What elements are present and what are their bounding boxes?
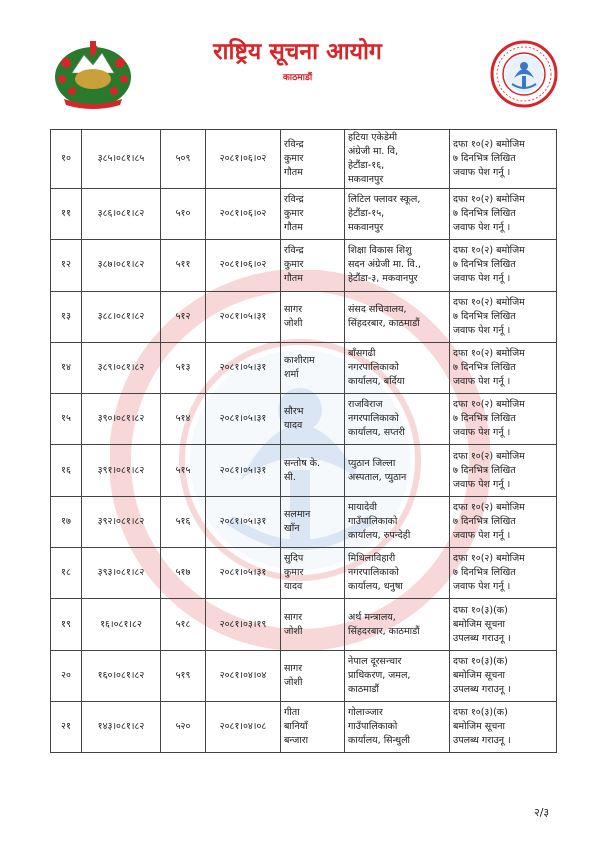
- date-cell: [206, 548, 281, 599]
- decision-number-cell-text: ५१९: [175, 669, 191, 681]
- date-cell: [206, 701, 281, 752]
- decision-number-cell: [161, 189, 206, 240]
- table-row: [51, 650, 557, 701]
- registration-number-cell: [82, 189, 161, 240]
- decision-number-cell-text: ५१०: [175, 208, 191, 220]
- serial-number-cell: [51, 240, 82, 291]
- applicant-name-cell-text: रविन्द्र कुमार गौतम: [284, 245, 304, 285]
- serial-number-cell: [51, 291, 82, 342]
- date-cell: [206, 599, 281, 650]
- decision-number-cell-text: ५०९: [175, 153, 191, 164]
- decision-number-cell: [161, 130, 206, 189]
- registration-number-cell-text: ३९०।०८१।८२: [97, 413, 145, 425]
- decision-number-cell: [161, 650, 206, 701]
- page-header: [0, 0, 595, 120]
- date-cell: [206, 130, 281, 189]
- decision-table-body: [51, 130, 557, 753]
- registration-number-cell-text: १६०।०८१।८२: [97, 669, 145, 681]
- public-body-cell: [345, 701, 450, 752]
- order-cell-text: दफा १०(३)(क) बमोजिम सूचना उपलब्ध गराउनू ।: [453, 604, 511, 644]
- public-body-cell: [345, 496, 450, 547]
- applicant-name-cell-text: रविन्द्र कुमार गौतम: [284, 194, 304, 234]
- decision-number-cell: [161, 342, 206, 393]
- table-row: [51, 548, 557, 599]
- serial-number-cell-text: १५: [61, 413, 71, 425]
- public-body-cell: [345, 189, 450, 240]
- applicant-name-cell-text: सौरभ यादव: [284, 406, 304, 432]
- order-cell: [450, 650, 557, 701]
- public-body-cell-text: नेपाल दूरसन्चार प्राधिकरण, जमल, काठमाडौं: [348, 655, 411, 695]
- public-body-cell: [345, 599, 450, 650]
- applicant-name-cell-text: सागर जोशी: [284, 662, 303, 688]
- date-cell: [206, 496, 281, 547]
- table-row: [51, 130, 557, 189]
- date-cell: [206, 650, 281, 701]
- applicant-name-cell-text: सन्तोष के. सी.: [284, 457, 321, 483]
- date-cell-text: २०८१।०६।०२: [219, 208, 267, 220]
- public-body-cell-text: गोलाञ्जार गाउँपालिकाको कार्यालय, सिन्धुली: [348, 707, 410, 747]
- date-cell: [206, 291, 281, 342]
- public-body-cell-text: हटिया एकेडेमी अंग्रेजी मा. वि, हेटौंडा-१६, मकवानपुर: [348, 132, 399, 185]
- serial-number-cell-text: १७: [61, 515, 71, 527]
- serial-number-cell: [51, 599, 82, 650]
- serial-number-cell: [51, 130, 82, 189]
- serial-number-cell-text: १२: [61, 259, 71, 271]
- order-cell-text: दफा १०(२) बमोजिम ७ दिनभित्र लिखित जवाफ पेश गर्नू ।: [453, 139, 525, 178]
- public-body-cell-text: लिटिल फ्लावर स्कूल, हेटौंडा-१५, मकवानपुर: [348, 194, 421, 234]
- registration-number-cell: [82, 548, 161, 599]
- table-row: [51, 342, 557, 393]
- registration-number-cell: [82, 291, 161, 342]
- public-body-cell-text: बाँसगढी नगरपालिकाको कार्यालय, बर्दिया: [348, 348, 405, 388]
- serial-number-cell: [51, 548, 82, 599]
- applicant-name-cell-text: काशीराम शर्मा: [284, 355, 315, 381]
- registration-number-cell: [82, 240, 161, 291]
- decision-number-cell: [161, 599, 206, 650]
- serial-number-cell: [51, 701, 82, 752]
- public-body-cell: [345, 548, 450, 599]
- order-cell: [450, 189, 557, 240]
- order-cell-text: दफा १०(२) बमोजिम ७ दिनभित्र लिखित जवाफ पेश गर्नू ।: [453, 348, 525, 388]
- applicant-name-cell: [281, 394, 345, 445]
- registration-number-cell: [82, 445, 161, 496]
- applicant-name-cell-text: रविन्द्र कुमार गौतम: [284, 139, 304, 178]
- decision-table: [50, 129, 557, 753]
- serial-number-cell: [51, 650, 82, 701]
- order-cell-text: दफा १०(२) बमोजिम ७ दिनभित्र लिखित जवाफ पेश गर्नू ।: [453, 296, 525, 336]
- public-body-cell: [345, 342, 450, 393]
- applicant-name-cell: [281, 548, 345, 599]
- public-body-cell-text: शिक्षा विकास शिशु सदन अंग्रेजी मा. वि., हेटौंडा-३, मकवानपुर: [348, 245, 421, 285]
- registration-number-cell-text: १६।०८१।८२: [100, 618, 142, 630]
- order-cell: [450, 599, 557, 650]
- page-subtitle: काठमाडौं: [282, 73, 313, 83]
- decision-number-cell: [161, 394, 206, 445]
- registration-number-cell-text: ३९२।०८१।८२: [97, 515, 145, 527]
- page-title: राष्ट्रिय सूचना आयोग: [213, 39, 382, 65]
- date-cell-text: २०८१।०५।३१: [219, 362, 267, 374]
- date-cell-text: २०८१।०५।३१: [219, 464, 267, 476]
- decision-number-cell-text: ५१७: [175, 567, 191, 579]
- registration-number-cell: [82, 130, 161, 189]
- serial-number-cell-text: ११: [61, 208, 71, 220]
- order-cell-text: दफा १०(३)(क) बमोजिम सूचना उपलब्ध गराउनू ।: [453, 707, 511, 747]
- registration-number-cell-text: ३८७।०८१।८२: [97, 259, 145, 271]
- serial-number-cell-text: १८: [61, 567, 71, 579]
- public-body-cell-text: संसद सचिवालय, सिंहदरबार, काठमाडौं: [348, 303, 420, 329]
- order-cell: [450, 130, 557, 189]
- serial-number-cell: [51, 496, 82, 547]
- decision-number-cell-text: ५१६: [175, 515, 191, 527]
- commission-seal-icon: [490, 40, 558, 108]
- order-cell: [450, 240, 557, 291]
- decision-number-cell-text: ५१८: [175, 618, 191, 630]
- public-body-cell: [345, 130, 450, 189]
- registration-number-cell-text: ३९१।०८१।८२: [97, 464, 145, 476]
- order-cell-text: दफा १०(२) बमोजिम ७ दिनभित्र लिखित जवाफ पेश गर्नू ।: [453, 245, 525, 285]
- applicant-name-cell-text: सुदिप कुमार यादव: [284, 553, 304, 593]
- public-body-cell: [345, 445, 450, 496]
- public-body-cell: [345, 650, 450, 701]
- public-body-cell-text: मिथिलाविहारी नगरपालिकाको कार्यालय, धनुषा: [348, 553, 403, 593]
- serial-number-cell: [51, 394, 82, 445]
- order-cell: [450, 394, 557, 445]
- public-body-cell: [345, 291, 450, 342]
- public-body-cell: [345, 240, 450, 291]
- decision-number-cell-text: ५१२: [175, 310, 191, 322]
- date-cell-text: २०८१।०३।१९: [219, 618, 267, 630]
- serial-number-cell-text: १०: [61, 153, 71, 164]
- page-number: २/३: [534, 806, 550, 819]
- date-cell-text: २०८१।०४।०४: [219, 669, 267, 681]
- order-cell-text: दफा १०(२) बमोजिम ७ दिनभित्र लिखित जवाफ पेश गर्नू ।: [453, 501, 525, 541]
- decision-number-cell-text: ५१३: [175, 362, 191, 374]
- date-cell: [206, 240, 281, 291]
- order-cell-text: दफा १०(२) बमोजिम ७ दिनभित्र लिखित जवाफ पेश गर्नू ।: [453, 553, 525, 593]
- order-cell: [450, 496, 557, 547]
- decision-number-cell-text: ५२०: [175, 721, 191, 733]
- registration-number-cell: [82, 342, 161, 393]
- registration-number-cell: [82, 650, 161, 701]
- public-body-cell-text: राजविराज नगरपालिकाको कार्यालय, सप्तरी: [348, 399, 405, 439]
- date-cell-text: २०८१।०५।३१: [219, 567, 267, 579]
- date-cell: [206, 394, 281, 445]
- registration-number-cell-text: ३८५।०८१।८५: [97, 153, 145, 164]
- serial-number-cell: [51, 445, 82, 496]
- decision-number-cell: [161, 445, 206, 496]
- date-cell-text: २०८१।०६।०२: [219, 259, 267, 271]
- table-row: [51, 240, 557, 291]
- date-cell-text: २०८१।०५।३१: [219, 310, 267, 322]
- public-body-cell-text: मायादेवी गाउँपालिकाको कार्यालय, रुपन्देही: [348, 501, 411, 541]
- date-cell: [206, 189, 281, 240]
- registration-number-cell: [82, 496, 161, 547]
- serial-number-cell-text: २१: [61, 721, 71, 733]
- applicant-name-cell: [281, 599, 345, 650]
- decision-number-cell-text: ५१४: [175, 413, 191, 425]
- decision-number-cell: [161, 701, 206, 752]
- registration-number-cell-text: ३९३।०८१।८२: [97, 567, 145, 579]
- applicant-name-cell-text: सागर जोशी: [284, 611, 303, 637]
- order-cell: [450, 342, 557, 393]
- registration-number-cell: [82, 599, 161, 650]
- serial-number-cell-text: २०: [61, 669, 71, 681]
- decision-number-cell: [161, 496, 206, 547]
- serial-number-cell-text: १६: [61, 464, 71, 476]
- serial-number-cell: [51, 189, 82, 240]
- order-cell-text: दफा १०(३)(क) बमोजिम सूचना उपलब्ध गराउनू ।: [453, 655, 511, 695]
- decision-number-cell: [161, 291, 206, 342]
- decision-number-cell: [161, 548, 206, 599]
- registration-number-cell: [82, 701, 161, 752]
- date-cell: [206, 445, 281, 496]
- order-cell-text: दफा १०(२) बमोजिम ७ दिनभित्र लिखित जवाफ पेश गर्नू ।: [453, 194, 525, 234]
- table-row: [51, 291, 557, 342]
- public-body-cell-text: अर्थ मन्त्रालय, सिंहदरबार, काठमाडौं: [348, 611, 420, 637]
- date-cell: [206, 342, 281, 393]
- date-cell-text: २०८१।०५।३१: [219, 413, 267, 425]
- table-row: [51, 394, 557, 445]
- serial-number-cell-text: १३: [61, 310, 71, 322]
- applicant-name-cell: [281, 650, 345, 701]
- registration-number-cell-text: ३८६।०८१।८२: [97, 208, 145, 220]
- applicant-name-cell: [281, 240, 345, 291]
- applicant-name-cell-text: गीता बानियाँ बन्जारा: [284, 707, 309, 747]
- decision-number-cell-text: ५११: [175, 259, 191, 271]
- order-cell: [450, 291, 557, 342]
- registration-number-cell: [82, 394, 161, 445]
- serial-number-cell: [51, 342, 82, 393]
- decision-number-cell-text: ५१५: [175, 464, 191, 476]
- table-row: [51, 189, 557, 240]
- registration-number-cell-text: ३८८।०८१।८२: [97, 310, 145, 322]
- applicant-name-cell: [281, 445, 345, 496]
- date-cell-text: २०८१।०४।०८: [219, 721, 267, 733]
- applicant-name-cell-text: सलमान खाँन: [284, 508, 311, 534]
- applicant-name-cell-text: सागर जोशी: [284, 303, 303, 329]
- public-body-cell-text: प्युठान जिल्ला अस्पताल, प्युठान: [348, 457, 407, 483]
- registration-number-cell-text: ३८९।०८१।८२: [97, 362, 145, 374]
- table-row: [51, 599, 557, 650]
- table-row: [51, 496, 557, 547]
- applicant-name-cell: [281, 701, 345, 752]
- date-cell-text: २०८१।०६।०२: [219, 153, 267, 164]
- decision-number-cell: [161, 240, 206, 291]
- applicant-name-cell: [281, 342, 345, 393]
- order-cell: [450, 445, 557, 496]
- order-cell: [450, 701, 557, 752]
- serial-number-cell-text: १४: [61, 362, 71, 374]
- registration-number-cell-text: १४३।०८१।८२: [97, 721, 145, 733]
- applicant-name-cell: [281, 189, 345, 240]
- order-cell-text: दफा १०(२) बमोजिम ७ दिनभित्र लिखित जवाफ पेश गर्नू ।: [453, 399, 525, 439]
- applicant-name-cell: [281, 291, 345, 342]
- order-cell: [450, 548, 557, 599]
- order-cell-text: दफा १०(२) बमोजिम ७ दिनभित्र लिखित जवाफ पेश गर्नू ।: [453, 450, 525, 490]
- serial-number-cell-text: १९: [61, 618, 71, 630]
- public-body-cell: [345, 394, 450, 445]
- applicant-name-cell: [281, 130, 345, 189]
- applicant-name-cell: [281, 496, 345, 547]
- table-row: [51, 701, 557, 752]
- table-row: [51, 445, 557, 496]
- date-cell-text: २०८१।०५।३१: [219, 515, 267, 527]
